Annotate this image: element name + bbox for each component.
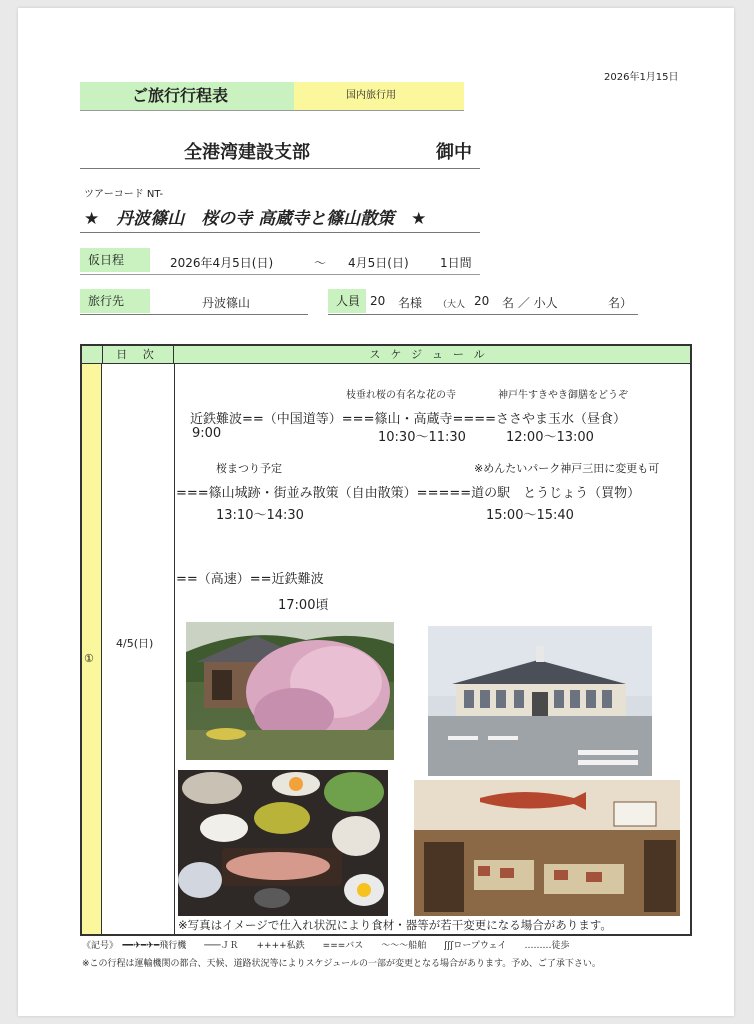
day-number-column (82, 364, 102, 934)
footer-disclaimer: ※この行程は運輸機関の都合、天候、道路状況等によりスケジュールの一部が変更となる場合があります。予め、ご了承下さい。 (82, 959, 601, 969)
time-castle: 13:10～14:30 (216, 508, 304, 523)
col-schedule-header: スケジュール (369, 348, 495, 361)
divider (328, 314, 638, 315)
route-line-3: ==（高速）==近鉄難波 (176, 572, 324, 587)
route-line-1: 近鉄難波==（中国道等）===篠山・高蔵寺====ささやま玉水（昼食） (190, 412, 627, 427)
honorific: 御中 (436, 142, 472, 163)
roadside-station-photo (428, 626, 652, 776)
adult-unit: 名 ／ 小人 (502, 296, 558, 310)
adult-count: 20 (474, 294, 490, 308)
adult-label: （大人 (438, 300, 466, 310)
end-date: 4月5日(日) (348, 256, 409, 270)
time-temple: 10:30～11:30 (378, 430, 466, 445)
time-depart: 9:00 (192, 426, 222, 441)
tour-name: ★ 丹波篠山 桜の寺 高蔵寺と篠山散策 ★ (84, 209, 427, 229)
symbol-legend: 《記号》 ━━✈━✈━飛行機 ───ＪＲ ++++私鉄 ===バス 〜〜〜船舶 ʃʃʃロープウェイ ………徒歩 (82, 941, 570, 951)
destination-value: 丹波篠山 (202, 296, 251, 310)
col-day-header: 日 次 (102, 346, 174, 364)
issue-date: 2026年1月15日 (604, 72, 679, 83)
date-tilde: ～ (314, 256, 327, 270)
people-count: 20 (370, 294, 386, 308)
schedule-table (80, 344, 692, 936)
schedule-label: 仮日程 (80, 248, 150, 272)
divider (80, 274, 480, 275)
route-line-2: ===篠山城跡・街並み散策（自由散策）=====道の駅 とうじょう（買物） (176, 486, 641, 501)
note-festival: 桜まつり予定 (216, 462, 282, 475)
station-building-image (428, 626, 652, 776)
itinerary-page (18, 8, 734, 1016)
doc-subtitle: 国内旅行用 (294, 82, 464, 110)
divider (80, 232, 480, 233)
time-roadside-station: 15:00～15:40 (486, 508, 574, 523)
client-name: 全港湾建設支部 (184, 142, 310, 163)
destination-label: 旅行先 (80, 289, 150, 313)
time-lunch: 12:00～13:00 (506, 430, 594, 445)
shop-interior-photo (414, 780, 680, 916)
table-header (82, 346, 690, 364)
note-lunch: 神戸牛すきやき御膳をどうぞ (498, 390, 628, 401)
note-temple: 枝垂れ桜の有名な花の寺 (346, 390, 456, 401)
people-unit: 名様 (398, 296, 423, 310)
note-alternative: ※めんたいパーク神戸三田に変更も可 (474, 462, 660, 475)
temple-cherry-image (186, 622, 394, 760)
divider (80, 314, 308, 315)
time-return: 17:00頃 (278, 598, 329, 613)
sukiyaki-meal-image (178, 770, 388, 916)
day-date: 4/5(日) (116, 637, 154, 650)
doc-title: ご旅行行程表 (80, 82, 294, 110)
child-unit: 名） (608, 296, 633, 310)
start-date: 2026年4月5日(日) (170, 256, 274, 270)
divider (80, 168, 480, 169)
people-label: 人員 (328, 289, 366, 313)
sukiyaki-meal-photo (178, 770, 388, 916)
divider (80, 110, 464, 111)
tour-code: ツアーコード NT- (84, 189, 164, 200)
temple-cherry-photo (186, 622, 394, 760)
day-number: ① (84, 652, 94, 665)
photo-disclaimer: ※写真はイメージで仕入れ状況により食材・器等が若干変更になる場合があります。 (178, 918, 612, 932)
shop-interior-image (414, 780, 680, 916)
column-divider (174, 364, 175, 934)
duration: 1日間 (440, 256, 472, 270)
